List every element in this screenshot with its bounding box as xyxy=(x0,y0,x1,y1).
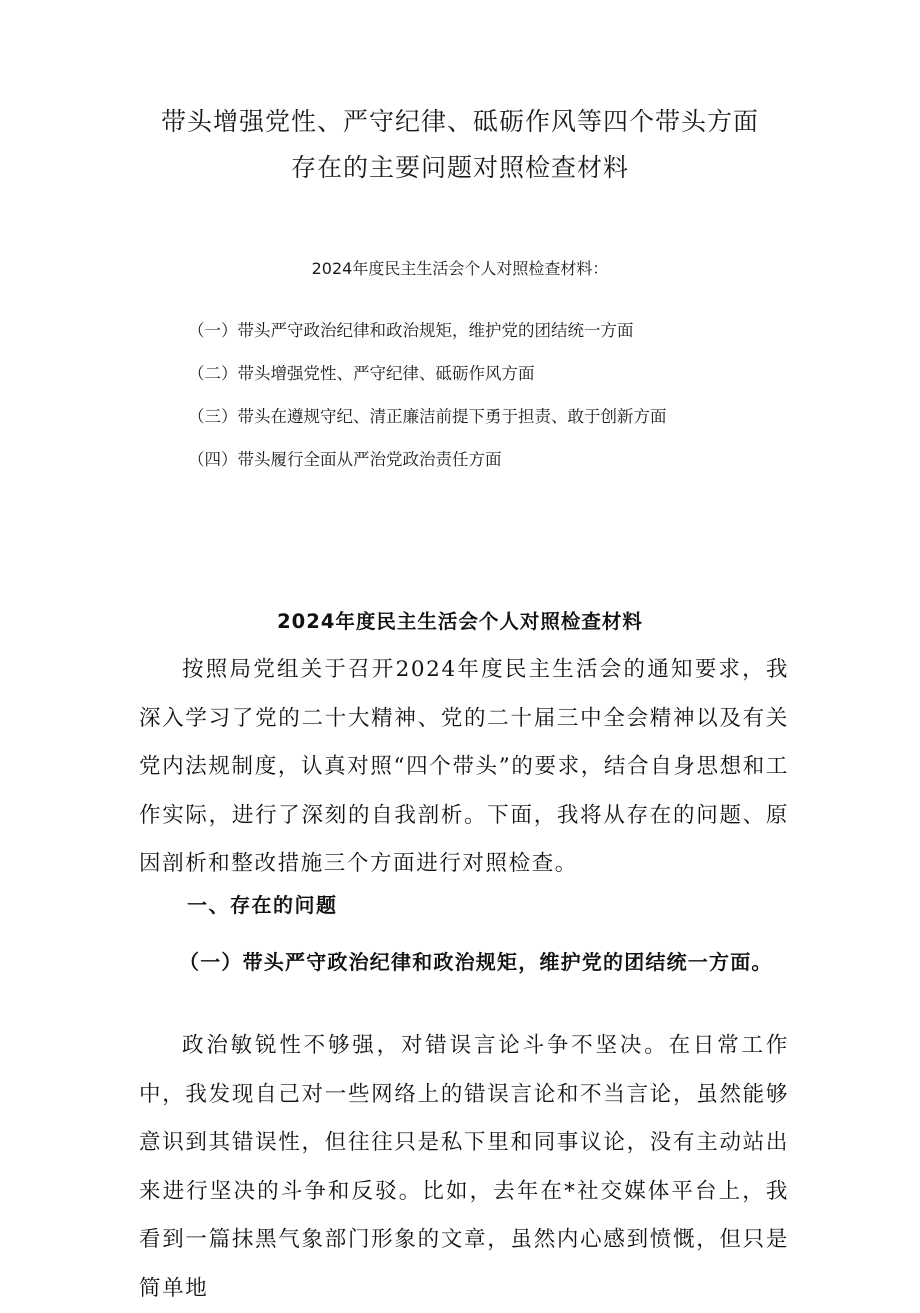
toc-list xyxy=(188,318,667,490)
intro-paragraph: 按照局党组关于召开2024年度民主生活会的通知要求，我深入学习了党的二十大精神、党的二十届三中全会精神以及有关党内法规制度，认真对照“四个带头”的要求，结合自身思想和工作实际，进行了深刻的自我剖析。下面，我将从存在的问题、原因剖析和整改措施三个方面进行对照检查。 xyxy=(139,657,789,876)
section-heading-problems: 一、存在的问题 xyxy=(187,893,338,917)
toc-item-2: （二）带头增强党性、严守纪律、砥砺作风方面 xyxy=(188,364,535,383)
toc-item-3: （三）带头在遵规守纪、清正廉洁前提下勇于担责、敢于创新方面 xyxy=(188,407,667,426)
body-title: 2024年度民主生活会个人对照检查材料 xyxy=(277,610,643,633)
toc-item-4: （四）带头履行全面从严治党政治责任方面 xyxy=(188,450,502,469)
toc-item-1: （一）带头严守政治纪律和政治规矩，维护党的团结统一方面 xyxy=(188,321,634,340)
document-title-line-1: 带头增强党性、严守纪律、砥砺作风等四个带头方面 xyxy=(160,107,759,136)
toc-heading: 2024年度民主生活会个人对照检查材料： xyxy=(311,259,609,278)
body-paragraph-2: 政治敏锐性不够强，对错误言论斗争不坚决。在日常工作中，我发现自己对一些网络上的错误言论和不当言论，虽然能够意识到其错误性，但往往只是私下里和同事议论，没有主动站出来进行坚决的斗争和反驳。比如，去年在*社交媒体平台上，我看到一篇抹黑气象部门形象的文章，虽然内心感到愤慨，但只是简单地 xyxy=(139,1033,789,1301)
subsection-heading-1: （一）带头严守政治纪律和政治规矩，维护党的团结统一方面。 xyxy=(179,950,773,974)
document-title-line-2: 存在的主要问题对照检查材料 xyxy=(290,153,629,182)
